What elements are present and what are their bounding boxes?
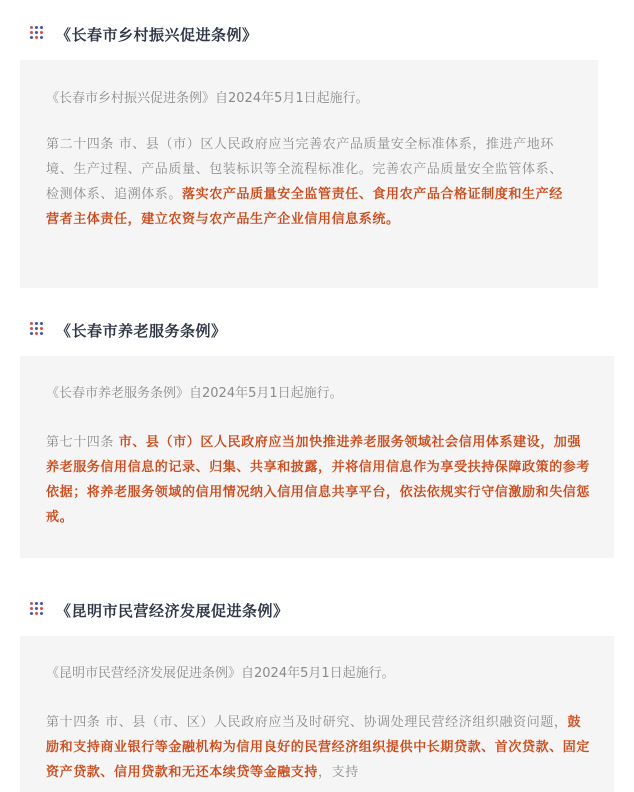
article-box [20,356,614,558]
article-box [20,60,598,288]
dots-icon [30,26,46,42]
section-title: 《长春市养老服务条例》 [56,321,227,340]
article-text [46,430,594,530]
article-highlight-text: 市、县（市）区人民政府应当加快推进养老服务领域社会信用体系建设，加强养老服务信用信息的记录、归集、共享和披露，并将信用信息作为享受扶持保障政策的参考依据；将养老服务领域的信用情况纳入信用信息共享平台，依法依规实行守信激励和失信惩戒。 [46,435,591,525]
article-box [20,636,614,792]
section-heading [30,22,258,46]
article-text [46,132,576,232]
effective-date-note: 《昆明市民营经济发展促进条例》自2024年5月1日起施行。 [46,666,395,681]
article-after-text: ，支持 [318,765,359,780]
effective-date-note: 《长春市养老服务条例》自2024年5月1日起施行。 [46,386,343,401]
article-normal-text: 第十四条 市、县（市、区）人民政府应当及时研究、协调处理民营经济组织融资问题， [46,715,568,730]
section-heading [30,598,289,622]
dots-icon [30,322,46,338]
effective-date-note: 《长春市乡村振兴促进条例》自2024年5月1日起施行。 [46,91,369,106]
article-normal-text: 第七十四条 [46,435,119,450]
section-rural-revitalization [0,0,634,300]
section-title: 《昆明市民营经济发展促进条例》 [56,601,289,620]
dots-icon [30,602,46,618]
section-title: 《长春市乡村振兴促进条例》 [56,25,258,44]
section-private-economy [0,580,634,792]
section-elderly-care [0,300,634,570]
section-heading [30,318,227,342]
article-normal-text: 第二十四条 市、县（市）区人民政府应当完善农产品质量安全标准体系，推进产地环境、生产过程、产品质量、包装标识等全流程标准化。完善农产品质量安全监管体系、检测体系、追溯体系。 [46,137,563,202]
article-text [46,710,594,785]
article-highlight-text: 落实农产品质量安全监管责任、食用农产品合格证制度和生产经营者主体责任，建立农资与农产品生产企业信用信息系统。 [46,187,563,227]
article-highlight-text: 鼓励和支持商业银行等金融机构为信用良好的民营经济组织提供中长期贷款、首次贷款、固定资产贷款、信用贷款和无还本续贷等金融支持 [46,715,591,780]
